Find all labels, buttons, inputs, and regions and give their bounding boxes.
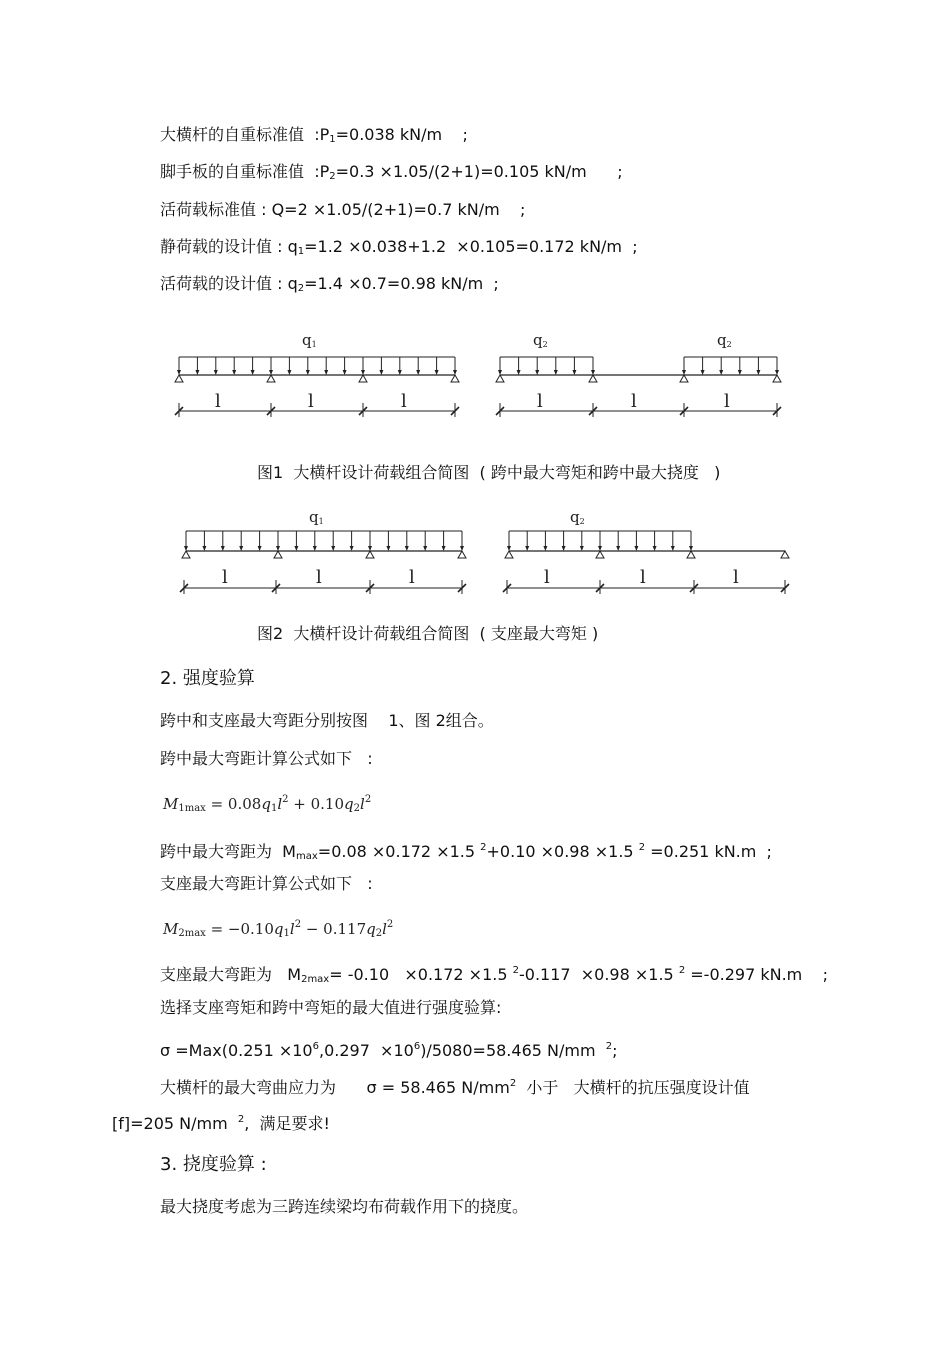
support-icon [505,551,513,558]
fig1-right-span2-label: l [631,391,637,412]
figure2-diagram [170,505,800,600]
support-icon [182,551,190,558]
load-arrowhead [313,546,317,551]
load-arrowhead [343,370,347,375]
load-arrowhead [543,546,547,551]
section2-p5: 支座最大弯距为 $M_{2max}= -0.10 \times 0.172 \times 1.5$ $^2$-0.117 ×0.98 ×1.5 $^2$ =-0.297 kN.m ; [160,965,828,985]
load-arrowhead [738,370,742,375]
fig2-left-span2-label: l [316,567,322,588]
load-arrowhead [525,546,529,551]
support-icon [596,551,604,558]
section2-p6: 选择支座弯矩和跨中弯矩的最大值进行强度验算: [160,998,502,1017]
support-icon [496,375,504,382]
fig2-left-beam [180,508,466,594]
support-icon [175,375,183,382]
figure1-diagram [165,325,795,425]
fig1-right-beam [496,331,781,417]
section2-p4: 支座最大弯距计算公式如下 : [160,874,373,893]
load-arrowhead [517,370,521,375]
fig2-right-beam [503,508,789,594]
load-arrowhead [535,370,539,375]
load-arrowhead [239,546,243,551]
fig1-right-span3-label: l [724,391,730,412]
load-arrowhead [416,370,420,375]
load-arrowhead [562,546,566,551]
line-live-load-standard: 活荷载标准值 : Q=2 ×1.05/(2+1)=0.7 kN/m ; [160,200,526,219]
fig1-left-beam [175,331,459,417]
load-arrowhead [671,546,675,551]
fig1-right-load-label-2: q2 [717,331,732,349]
load-arrowhead [653,546,657,551]
fig2-left-span3-label: l [409,567,415,588]
load-arrowhead [423,546,427,551]
fig1-right-span1-label: l [537,391,543,412]
support-icon [451,375,459,382]
figure1-caption: 图1 大横杆设计荷载组合简图 ( 跨中最大弯矩和跨中最大挠度 ) [257,463,721,482]
load-arrowhead [634,546,638,551]
section2-p8: 大横杆的最大弯曲应力为 σ = 58.465 $N/mm^2$ 小于 大横杆的抗压强度设计值 [160,1078,750,1097]
load-arrowhead [756,370,760,375]
load-arrowhead [379,370,383,375]
load-arrowhead [202,546,206,551]
fig1-left-load-label: q1 [302,331,317,349]
support-icon [274,551,282,558]
fig1-left-span1-label: l [215,391,221,412]
load-arrowhead [331,546,335,551]
support-icon [359,375,367,382]
support-icon [680,375,688,382]
load-arrowhead [350,546,354,551]
load-arrowhead [306,370,310,375]
fig1-right-load-label-1: q2 [533,331,548,349]
support-icon [366,551,374,558]
fig2-right-span2-label: l [640,567,646,588]
load-arrowhead [435,370,439,375]
section2-p9: [f]=205 N/mm $^2$, 满足要求! [112,1114,330,1133]
load-arrowhead [258,546,262,551]
support-icon [781,551,789,558]
load-arrowhead [719,370,723,375]
formula-m1max: $M_{1max} = 0.08q_1l^2 + 0.10q_2l^2$ [163,794,372,814]
fig1-left-span2-label: l [308,391,314,412]
section2-p7: $\sigma =Max(0.251 \times 10^6,0.297 \times 10^6)/5080=58.465$ N/mm $^2$; [160,1041,618,1060]
load-arrowhead [324,370,328,375]
fig2-left-load-label: q1 [309,508,324,526]
fig2-right-load-label: q2 [570,508,585,526]
load-arrowhead [294,546,298,551]
formula-m2max: $M_{2max} = -0.10q_1l^2 - 0.117q_2l^2$ [163,919,394,939]
line-self-weight-plank: 脚手板的自重标准值 $:P_2=0.3 \times 1.05/(2+1)=0.105$ kN/m ; [160,162,623,182]
load-arrowhead [442,546,446,551]
section3-heading: 3. 挠度验算 : [160,1154,267,1175]
fig1-left-span3-label: l [401,391,407,412]
fig2-right-span1-label: l [544,567,550,588]
support-icon [687,551,695,558]
section3-p1: 最大挠度考虑为三跨连续梁均布荷载作用下的挠度。 [160,1197,529,1216]
fig2-right-span3-label: l [733,567,739,588]
load-arrowhead [405,546,409,551]
figure2-caption: 图2 大横杆设计荷载组合简图 ( 支座最大弯矩 ) [257,624,599,643]
support-icon [458,551,466,558]
load-arrowhead [232,370,236,375]
load-arrowhead [287,370,291,375]
load-arrowhead [572,370,576,375]
section2-p1: 跨中和支座最大弯距分别按图 1、图 2组合。 [160,711,494,730]
load-arrowhead [554,370,558,375]
line-self-weight-bar: 大横杆的自重标准值 $:P_1=0.038$ kN/m ; [160,125,468,145]
load-arrowhead [398,370,402,375]
load-arrowhead [580,546,584,551]
section2-heading: 2. 强度验算 [160,668,255,689]
line-static-load-design: 静荷载的设计值 : $q_1=1.2 \times 0.038+1.2 \times 0.105=0.172$ kN/m ; [160,237,638,257]
load-arrowhead [251,370,255,375]
load-arrowhead [701,370,705,375]
support-icon [267,375,275,382]
fig2-left-span1-label: l [222,567,228,588]
line-live-load-design: 活荷载的设计值 : $q_2=1.4 \times 0.7=0.98$ kN/m ; [160,274,499,294]
load-arrowhead [616,546,620,551]
load-arrowhead [221,546,225,551]
support-icon [589,375,597,382]
support-icon [773,375,781,382]
section2-p3: 跨中最大弯距为 $M_{max}=0.08 \times 0.172 \times 1.5$ $^2$+0.10 ×0.98 ×1.5 $^2$ =0.251 kN.m ; [160,842,772,862]
load-arrowhead [214,370,218,375]
load-arrowhead [386,546,390,551]
load-arrowhead [195,370,199,375]
section2-p2: 跨中最大弯距计算公式如下 : [160,749,373,768]
